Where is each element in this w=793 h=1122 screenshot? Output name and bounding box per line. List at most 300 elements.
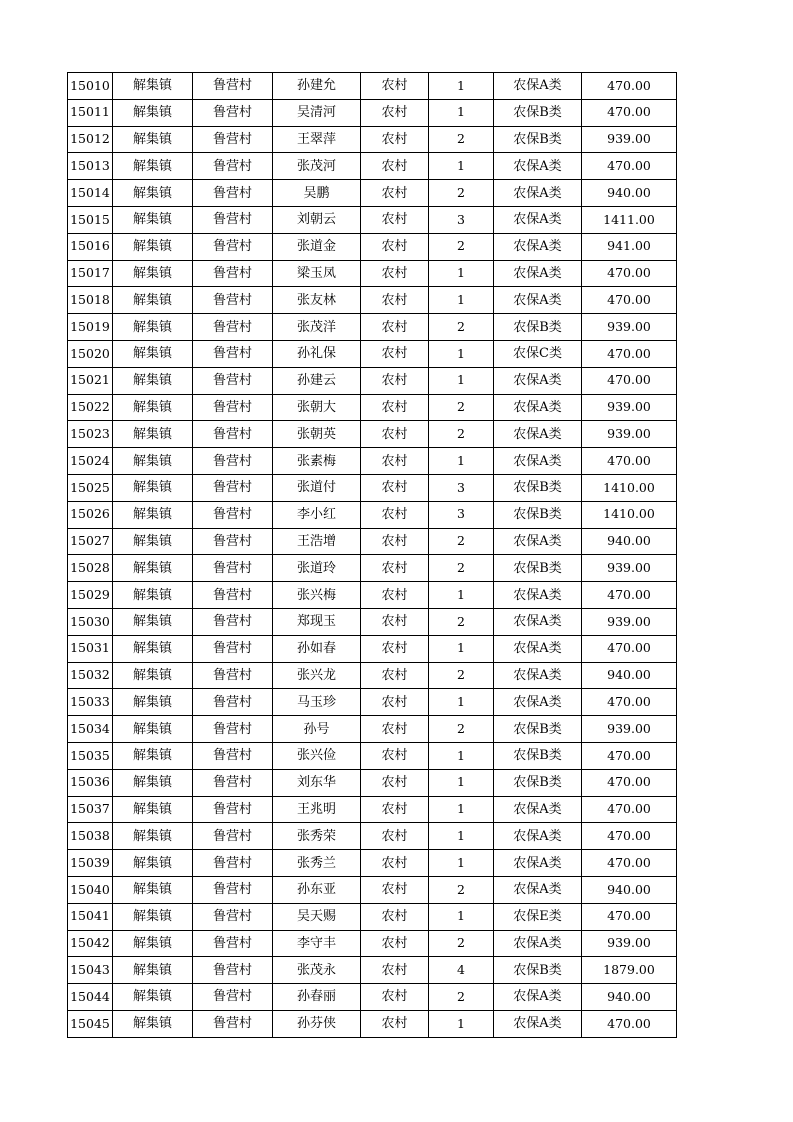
village-cell: 鲁营村: [193, 448, 273, 475]
person-name-cell: 张兴俭: [273, 742, 361, 769]
amount-cell: 470.00: [582, 689, 677, 716]
village-cell: 鲁营村: [193, 528, 273, 555]
record-id-cell: 15012: [68, 126, 113, 153]
person-name-cell: 张茂洋: [273, 314, 361, 341]
table-row: [68, 260, 677, 287]
household-size-cell: 2: [429, 662, 494, 689]
town-cell: 解集镇: [113, 394, 193, 421]
area-type-cell: 农村: [361, 99, 429, 126]
person-name-cell: 张秀荣: [273, 823, 361, 850]
person-name-cell: 马玉珍: [273, 689, 361, 716]
amount-cell: 1410.00: [582, 501, 677, 528]
area-type-cell: 农村: [361, 314, 429, 341]
table-row: [68, 608, 677, 635]
household-size-cell: 2: [429, 984, 494, 1011]
area-type-cell: 农村: [361, 287, 429, 314]
table-row: [68, 287, 677, 314]
village-cell: 鲁营村: [193, 742, 273, 769]
household-size-cell: 1: [429, 903, 494, 930]
area-type-cell: 农村: [361, 796, 429, 823]
area-type-cell: 农村: [361, 635, 429, 662]
area-type-cell: 农村: [361, 930, 429, 957]
amount-cell: 470.00: [582, 796, 677, 823]
area-type-cell: 农村: [361, 421, 429, 448]
record-id-cell: 15014: [68, 180, 113, 207]
village-cell: 鲁营村: [193, 582, 273, 609]
household-table: [67, 72, 677, 1038]
village-cell: 鲁营村: [193, 367, 273, 394]
town-cell: 解集镇: [113, 930, 193, 957]
town-cell: 解集镇: [113, 367, 193, 394]
amount-cell: 470.00: [582, 260, 677, 287]
household-size-cell: 2: [429, 126, 494, 153]
area-type-cell: 农村: [361, 903, 429, 930]
category-cell: 农保A类: [494, 635, 582, 662]
amount-cell: 939.00: [582, 930, 677, 957]
table-row: [68, 1010, 677, 1037]
record-id-cell: 15013: [68, 153, 113, 180]
household-size-cell: 2: [429, 180, 494, 207]
amount-cell: 941.00: [582, 233, 677, 260]
record-id-cell: 15022: [68, 394, 113, 421]
village-cell: 鲁营村: [193, 153, 273, 180]
village-cell: 鲁营村: [193, 930, 273, 957]
table-row: [68, 555, 677, 582]
person-name-cell: 张朝大: [273, 394, 361, 421]
amount-cell: 1879.00: [582, 957, 677, 984]
record-id-cell: 15023: [68, 421, 113, 448]
town-cell: 解集镇: [113, 555, 193, 582]
person-name-cell: 张茂永: [273, 957, 361, 984]
record-id-cell: 15019: [68, 314, 113, 341]
village-cell: 鲁营村: [193, 421, 273, 448]
town-cell: 解集镇: [113, 126, 193, 153]
person-name-cell: 张茂河: [273, 153, 361, 180]
category-cell: 农保A类: [494, 850, 582, 877]
person-name-cell: 孙春丽: [273, 984, 361, 1011]
household-size-cell: 1: [429, 796, 494, 823]
area-type-cell: 农村: [361, 984, 429, 1011]
category-cell: 农保A类: [494, 421, 582, 448]
amount-cell: 470.00: [582, 850, 677, 877]
household-size-cell: 1: [429, 367, 494, 394]
record-id-cell: 15039: [68, 850, 113, 877]
town-cell: 解集镇: [113, 957, 193, 984]
amount-cell: 470.00: [582, 448, 677, 475]
town-cell: 解集镇: [113, 582, 193, 609]
person-name-cell: 王翠萍: [273, 126, 361, 153]
person-name-cell: 张兴梅: [273, 582, 361, 609]
town-cell: 解集镇: [113, 823, 193, 850]
village-cell: 鲁营村: [193, 1010, 273, 1037]
town-cell: 解集镇: [113, 689, 193, 716]
amount-cell: 470.00: [582, 823, 677, 850]
record-id-cell: 15016: [68, 233, 113, 260]
person-name-cell: 张素梅: [273, 448, 361, 475]
table-row: [68, 662, 677, 689]
town-cell: 解集镇: [113, 1010, 193, 1037]
town-cell: 解集镇: [113, 233, 193, 260]
area-type-cell: 农村: [361, 769, 429, 796]
person-name-cell: 吴鹏: [273, 180, 361, 207]
town-cell: 解集镇: [113, 796, 193, 823]
category-cell: 农保A类: [494, 689, 582, 716]
amount-cell: 470.00: [582, 635, 677, 662]
area-type-cell: 农村: [361, 662, 429, 689]
town-cell: 解集镇: [113, 903, 193, 930]
village-cell: 鲁营村: [193, 555, 273, 582]
table-row: [68, 340, 677, 367]
table-row: [68, 474, 677, 501]
household-size-cell: 2: [429, 716, 494, 743]
village-cell: 鲁营村: [193, 501, 273, 528]
person-name-cell: 张道付: [273, 474, 361, 501]
category-cell: 农保A类: [494, 528, 582, 555]
village-cell: 鲁营村: [193, 314, 273, 341]
category-cell: 农保B类: [494, 716, 582, 743]
town-cell: 解集镇: [113, 662, 193, 689]
household-size-cell: 1: [429, 99, 494, 126]
category-cell: 农保A类: [494, 930, 582, 957]
record-id-cell: 15033: [68, 689, 113, 716]
record-id-cell: 15040: [68, 876, 113, 903]
household-size-cell: 1: [429, 635, 494, 662]
village-cell: 鲁营村: [193, 957, 273, 984]
village-cell: 鲁营村: [193, 233, 273, 260]
amount-cell: 939.00: [582, 394, 677, 421]
table-row: [68, 635, 677, 662]
person-name-cell: 郑现玉: [273, 608, 361, 635]
town-cell: 解集镇: [113, 528, 193, 555]
category-cell: 农保B类: [494, 501, 582, 528]
amount-cell: 939.00: [582, 421, 677, 448]
person-name-cell: 王兆明: [273, 796, 361, 823]
town-cell: 解集镇: [113, 635, 193, 662]
amount-cell: 470.00: [582, 367, 677, 394]
record-id-cell: 15037: [68, 796, 113, 823]
record-id-cell: 15038: [68, 823, 113, 850]
household-size-cell: 1: [429, 153, 494, 180]
record-id-cell: 15042: [68, 930, 113, 957]
area-type-cell: 农村: [361, 876, 429, 903]
category-cell: 农保B类: [494, 314, 582, 341]
household-size-cell: 1: [429, 850, 494, 877]
household-size-cell: 1: [429, 340, 494, 367]
record-id-cell: 15025: [68, 474, 113, 501]
category-cell: 农保B类: [494, 99, 582, 126]
person-name-cell: 张兴龙: [273, 662, 361, 689]
village-cell: 鲁营村: [193, 126, 273, 153]
household-size-cell: 2: [429, 930, 494, 957]
household-size-cell: 1: [429, 582, 494, 609]
area-type-cell: 农村: [361, 501, 429, 528]
household-size-cell: 2: [429, 421, 494, 448]
person-name-cell: 吴清河: [273, 99, 361, 126]
record-id-cell: 15011: [68, 99, 113, 126]
town-cell: 解集镇: [113, 153, 193, 180]
person-name-cell: 张秀兰: [273, 850, 361, 877]
amount-cell: 939.00: [582, 716, 677, 743]
table-row: [68, 314, 677, 341]
household-size-cell: 1: [429, 769, 494, 796]
town-cell: 解集镇: [113, 876, 193, 903]
person-name-cell: 孙芬侠: [273, 1010, 361, 1037]
table-row: [68, 984, 677, 1011]
town-cell: 解集镇: [113, 608, 193, 635]
person-name-cell: 孙建允: [273, 73, 361, 100]
table-row: [68, 876, 677, 903]
village-cell: 鲁营村: [193, 340, 273, 367]
category-cell: 农保A类: [494, 1010, 582, 1037]
area-type-cell: 农村: [361, 367, 429, 394]
town-cell: 解集镇: [113, 260, 193, 287]
amount-cell: 940.00: [582, 876, 677, 903]
category-cell: 农保A类: [494, 206, 582, 233]
amount-cell: 1411.00: [582, 206, 677, 233]
household-size-cell: 4: [429, 957, 494, 984]
amount-cell: 1410.00: [582, 474, 677, 501]
town-cell: 解集镇: [113, 501, 193, 528]
village-cell: 鲁营村: [193, 474, 273, 501]
area-type-cell: 农村: [361, 180, 429, 207]
table-row: [68, 689, 677, 716]
table-row: [68, 930, 677, 957]
village-cell: 鲁营村: [193, 876, 273, 903]
amount-cell: 470.00: [582, 903, 677, 930]
amount-cell: 470.00: [582, 769, 677, 796]
category-cell: 农保A类: [494, 233, 582, 260]
household-size-cell: 1: [429, 287, 494, 314]
table-row: [68, 796, 677, 823]
person-name-cell: 吴天赐: [273, 903, 361, 930]
household-size-cell: 1: [429, 1010, 494, 1037]
amount-cell: 470.00: [582, 582, 677, 609]
category-cell: 农保A类: [494, 260, 582, 287]
household-size-cell: 2: [429, 608, 494, 635]
category-cell: 农保A类: [494, 287, 582, 314]
person-name-cell: 孙如春: [273, 635, 361, 662]
category-cell: 农保A类: [494, 608, 582, 635]
record-id-cell: 15029: [68, 582, 113, 609]
amount-cell: 940.00: [582, 984, 677, 1011]
table-row: [68, 206, 677, 233]
category-cell: 农保A类: [494, 876, 582, 903]
table-row: [68, 180, 677, 207]
area-type-cell: 农村: [361, 850, 429, 877]
household-size-cell: 3: [429, 501, 494, 528]
area-type-cell: 农村: [361, 957, 429, 984]
table-row: [68, 742, 677, 769]
table-row: [68, 769, 677, 796]
household-size-cell: 1: [429, 742, 494, 769]
category-cell: 农保A类: [494, 153, 582, 180]
village-cell: 鲁营村: [193, 287, 273, 314]
village-cell: 鲁营村: [193, 823, 273, 850]
record-id-cell: 15041: [68, 903, 113, 930]
village-cell: 鲁营村: [193, 689, 273, 716]
household-size-cell: 2: [429, 233, 494, 260]
amount-cell: 939.00: [582, 555, 677, 582]
category-cell: 农保A类: [494, 394, 582, 421]
person-name-cell: 张友林: [273, 287, 361, 314]
town-cell: 解集镇: [113, 180, 193, 207]
record-id-cell: 15018: [68, 287, 113, 314]
record-id-cell: 15044: [68, 984, 113, 1011]
household-size-cell: 3: [429, 206, 494, 233]
amount-cell: 470.00: [582, 340, 677, 367]
village-cell: 鲁营村: [193, 260, 273, 287]
area-type-cell: 农村: [361, 233, 429, 260]
table-row: [68, 850, 677, 877]
amount-cell: 940.00: [582, 180, 677, 207]
record-id-cell: 15036: [68, 769, 113, 796]
village-cell: 鲁营村: [193, 769, 273, 796]
record-id-cell: 15020: [68, 340, 113, 367]
table-row: [68, 367, 677, 394]
household-size-cell: 1: [429, 689, 494, 716]
amount-cell: 939.00: [582, 314, 677, 341]
record-id-cell: 15043: [68, 957, 113, 984]
category-cell: 农保A类: [494, 367, 582, 394]
household-size-cell: 2: [429, 314, 494, 341]
person-name-cell: 刘东华: [273, 769, 361, 796]
category-cell: 农保B类: [494, 126, 582, 153]
amount-cell: 470.00: [582, 1010, 677, 1037]
record-id-cell: 15028: [68, 555, 113, 582]
town-cell: 解集镇: [113, 984, 193, 1011]
record-id-cell: 15021: [68, 367, 113, 394]
amount-cell: 470.00: [582, 153, 677, 180]
category-cell: 农保B类: [494, 957, 582, 984]
record-id-cell: 15017: [68, 260, 113, 287]
area-type-cell: 农村: [361, 394, 429, 421]
person-name-cell: 孙东亚: [273, 876, 361, 903]
person-name-cell: 梁玉凤: [273, 260, 361, 287]
category-cell: 农保A类: [494, 823, 582, 850]
area-type-cell: 农村: [361, 448, 429, 475]
area-type-cell: 农村: [361, 153, 429, 180]
person-name-cell: 孙号: [273, 716, 361, 743]
village-cell: 鲁营村: [193, 662, 273, 689]
category-cell: 农保B类: [494, 742, 582, 769]
household-size-cell: 2: [429, 876, 494, 903]
table-row: [68, 716, 677, 743]
table-row: [68, 448, 677, 475]
record-id-cell: 15031: [68, 635, 113, 662]
table-row: [68, 153, 677, 180]
area-type-cell: 农村: [361, 260, 429, 287]
village-cell: 鲁营村: [193, 394, 273, 421]
village-cell: 鲁营村: [193, 716, 273, 743]
household-size-cell: 1: [429, 823, 494, 850]
category-cell: 农保B类: [494, 474, 582, 501]
town-cell: 解集镇: [113, 287, 193, 314]
village-cell: 鲁营村: [193, 608, 273, 635]
town-cell: 解集镇: [113, 850, 193, 877]
table-row: [68, 99, 677, 126]
table-row: [68, 233, 677, 260]
area-type-cell: 农村: [361, 823, 429, 850]
household-size-cell: 1: [429, 260, 494, 287]
amount-cell: 470.00: [582, 742, 677, 769]
category-cell: 农保E类: [494, 903, 582, 930]
town-cell: 解集镇: [113, 769, 193, 796]
amount-cell: 940.00: [582, 528, 677, 555]
village-cell: 鲁营村: [193, 635, 273, 662]
person-name-cell: 李小红: [273, 501, 361, 528]
household-size-cell: 2: [429, 394, 494, 421]
record-id-cell: 15015: [68, 206, 113, 233]
town-cell: 解集镇: [113, 73, 193, 100]
area-type-cell: 农村: [361, 742, 429, 769]
area-type-cell: 农村: [361, 206, 429, 233]
record-id-cell: 15024: [68, 448, 113, 475]
town-cell: 解集镇: [113, 742, 193, 769]
area-type-cell: 农村: [361, 582, 429, 609]
person-name-cell: 刘朝云: [273, 206, 361, 233]
record-id-cell: 15034: [68, 716, 113, 743]
category-cell: 农保B类: [494, 555, 582, 582]
area-type-cell: 农村: [361, 474, 429, 501]
area-type-cell: 农村: [361, 608, 429, 635]
record-id-cell: 15030: [68, 608, 113, 635]
record-id-cell: 15035: [68, 742, 113, 769]
household-size-cell: 2: [429, 528, 494, 555]
table-row: [68, 501, 677, 528]
table-row: [68, 582, 677, 609]
town-cell: 解集镇: [113, 474, 193, 501]
person-name-cell: 李守丰: [273, 930, 361, 957]
village-cell: 鲁营村: [193, 73, 273, 100]
amount-cell: 470.00: [582, 99, 677, 126]
table-row: [68, 957, 677, 984]
town-cell: 解集镇: [113, 716, 193, 743]
area-type-cell: 农村: [361, 126, 429, 153]
table-row: [68, 421, 677, 448]
area-type-cell: 农村: [361, 689, 429, 716]
category-cell: 农保A类: [494, 180, 582, 207]
amount-cell: 940.00: [582, 662, 677, 689]
person-name-cell: 张道金: [273, 233, 361, 260]
area-type-cell: 农村: [361, 716, 429, 743]
table-row: [68, 823, 677, 850]
amount-cell: 470.00: [582, 73, 677, 100]
table-row: [68, 903, 677, 930]
area-type-cell: 农村: [361, 555, 429, 582]
town-cell: 解集镇: [113, 448, 193, 475]
town-cell: 解集镇: [113, 421, 193, 448]
record-id-cell: 15045: [68, 1010, 113, 1037]
category-cell: 农保A类: [494, 448, 582, 475]
category-cell: 农保A类: [494, 984, 582, 1011]
person-name-cell: 张朝英: [273, 421, 361, 448]
amount-cell: 939.00: [582, 126, 677, 153]
category-cell: 农保A类: [494, 582, 582, 609]
town-cell: 解集镇: [113, 314, 193, 341]
category-cell: 农保A类: [494, 796, 582, 823]
table-row: [68, 394, 677, 421]
category-cell: 农保B类: [494, 769, 582, 796]
person-name-cell: 张道玲: [273, 555, 361, 582]
record-id-cell: 15026: [68, 501, 113, 528]
amount-cell: 470.00: [582, 287, 677, 314]
person-name-cell: 孙建云: [273, 367, 361, 394]
village-cell: 鲁营村: [193, 796, 273, 823]
person-name-cell: 王浩增: [273, 528, 361, 555]
household-size-cell: 2: [429, 555, 494, 582]
category-cell: 农保C类: [494, 340, 582, 367]
village-cell: 鲁营村: [193, 903, 273, 930]
